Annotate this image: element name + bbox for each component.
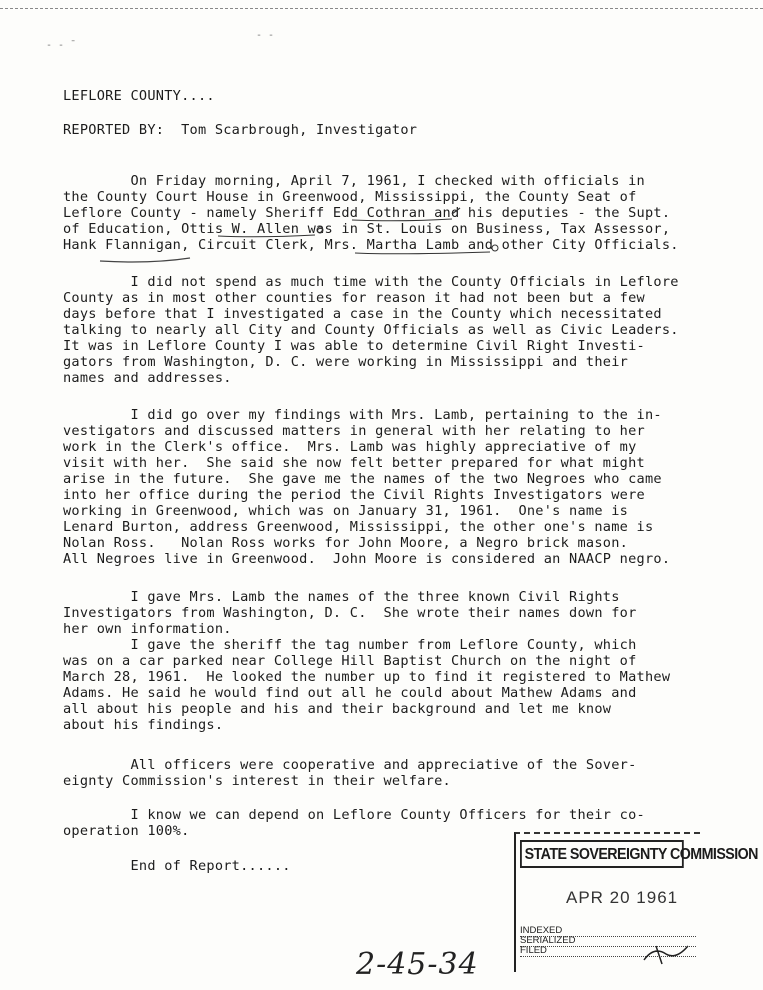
- text-line: the County Court House in Greenwood, Mississippi, the County Seat of: [63, 189, 637, 205]
- text-line: I gave the sheriff the tag number from Leflore County, which: [63, 637, 637, 653]
- text-line: all about his people and his and their background and let me know: [63, 701, 612, 717]
- stamp-serialized: SERIALIZED: [520, 936, 696, 947]
- reported-by: REPORTED BY: Tom Scarbrough, Investigator: [63, 122, 418, 138]
- text-line: I know we can depend on Leflore County Officers for their co-: [63, 807, 645, 823]
- text-line: work in the Clerk's office. Mrs. Lamb was highly appreciative of my: [63, 439, 637, 455]
- stamp-initials: [516, 834, 700, 972]
- text-line: Leflore County - namely Sheriff Edd Cothran and his deputies - the Supt.: [63, 205, 671, 221]
- text-line: talking to nearly all City and County Officials as well as Civic Leaders.: [63, 322, 679, 338]
- text-line: I gave Mrs. Lamb the names of the three known Civil Rights: [63, 589, 620, 605]
- text-line: into her office during the period the Civil Rights Investigators were: [63, 487, 645, 503]
- text-line: gators from Washington, D. C. were working in Mississippi and their: [63, 354, 629, 370]
- text-line: Hank Flannigan, Circuit Clerk, Mrs. Martha Lamb and other City Officials.: [63, 237, 679, 253]
- stamp-title: STATE SOVEREIGNTY COMMISSION: [520, 840, 684, 868]
- text-line: about his findings.: [63, 717, 224, 733]
- margin-mark: ‐ ‐ ˉ: [46, 40, 77, 51]
- text-line: I did not spend as much time with the County Officials in Leflore: [63, 274, 679, 290]
- text-line: Nolan Ross. Nolan Ross works for John Moore, a Negro brick mason.: [63, 535, 629, 551]
- text-line: was on a car parked near College Hill Baptist Church on the night of: [63, 653, 637, 669]
- received-stamp: [514, 832, 758, 972]
- text-line: operation 100%.: [63, 823, 190, 839]
- handwritten-file-number: 2-45-34: [356, 947, 479, 982]
- stamp-indexed: INDEXED: [520, 926, 696, 937]
- text-line: eignty Commission's interest in their welfare.: [63, 773, 451, 789]
- stamp-date: APR 20 1961: [566, 888, 679, 907]
- text-line: On Friday morning, April 7, 1961, I checked with officials in: [63, 173, 645, 189]
- text-line: her own information.: [63, 621, 232, 637]
- text-line: vestigators and discussed matters in general with her relating to her: [63, 423, 645, 439]
- text-line: working in Greenwood, which was on January 31, 1961. One's name is: [63, 503, 629, 519]
- stamp-filed: FILED: [520, 946, 696, 957]
- margin-mark: ‐ ‐: [256, 30, 275, 41]
- text-line: March 28, 1961. He looked the number up to find it registered to Mathew: [63, 669, 671, 685]
- text-line: County as in most other counties for reason it had not been but a few: [63, 290, 645, 306]
- text-line: End of Report......: [63, 858, 291, 874]
- text-line: It was in Leflore County I was able to determine Civil Right Investi-: [63, 338, 645, 354]
- county-heading: LEFLORE COUNTY....: [63, 88, 215, 104]
- text-line: All Negroes live in Greenwood. John Moore is considered an NAACP negro.: [63, 551, 671, 567]
- text-line: arise in the future. She gave me the names of the two Negroes who came: [63, 471, 662, 487]
- text-line: Investigators from Washington, D. C. She wrote their names down for: [63, 605, 637, 621]
- text-line: I did go over my findings with Mrs. Lamb, pertaining to the in-: [63, 407, 662, 423]
- text-line: Adams. He said he would find out all he could about Mathew Adams and: [63, 685, 637, 701]
- text-line: days before that I investigated a case in the County which necessitated: [63, 306, 662, 322]
- text-line: All officers were cooperative and appreciative of the Sover-: [63, 757, 637, 773]
- text-line: visit with her. She said she now felt better prepared for what might: [63, 455, 645, 471]
- text-line: Lenard Burton, address Greenwood, Mississippi, the other one's name is: [63, 519, 654, 535]
- text-line: of Education, Ottis W. Allen was in St. Louis on Business, Tax Assessor,: [63, 221, 671, 237]
- text-line: names and addresses.: [63, 370, 232, 386]
